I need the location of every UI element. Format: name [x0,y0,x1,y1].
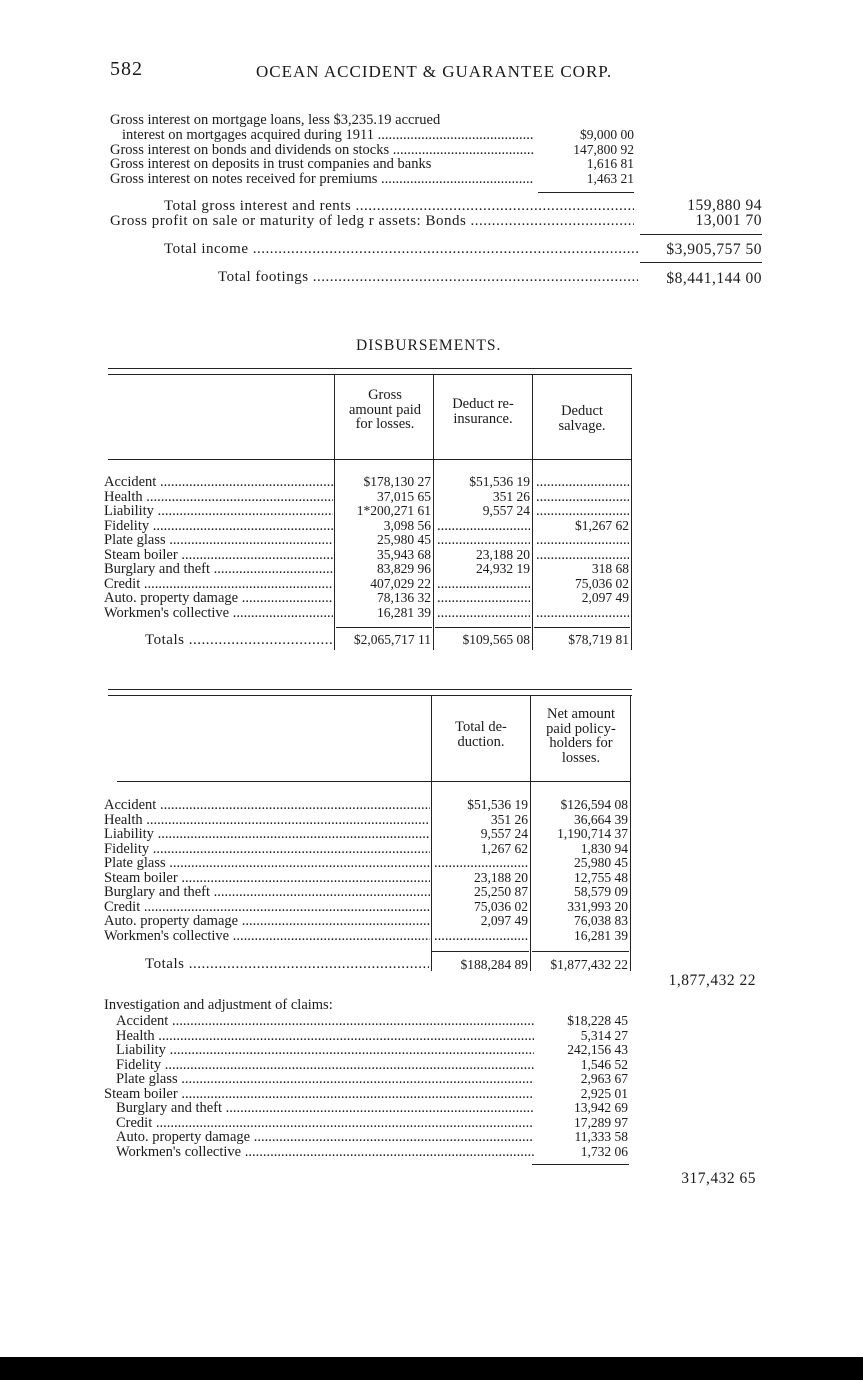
gross-profit-value: 13,001 70 [695,212,762,229]
table-row-label: Steam boiler ..... [104,871,430,886]
table1-top-rule-2 [108,374,632,375]
col-deduct-reinsurance: Deduct re-insurance. [452,396,514,427]
table-cell-salvage: $1,267 62 [575,517,629,533]
table-cell-net: 16,281 39 [574,927,628,943]
table-cell-gross: 3,098 56 [383,517,431,533]
total-footings-label: Total footings ..... [218,269,638,286]
income-label-mortgage-line2: interest on mortgages acquired during 1911 ..... [122,128,534,143]
table-cell-gross: 16,281 39 [377,604,431,620]
list-item-label: Health ..... [116,1029,534,1044]
table2-col-divider-2 [530,695,531,971]
list-item-value: 242,156 43 [567,1042,628,1057]
table-cell-reins: $51,536 19 [469,474,530,489]
table-cell-deduction [434,929,528,944]
list-item-value: $18,228 45 [567,1013,628,1028]
net-losses-carried-total: 1,877,432 22 [668,972,756,989]
table-cell-deduction: 2,097 49 [480,913,528,928]
list-item-label: Plate glass ..... [116,1072,534,1087]
table-row-label: Burglary and theft ..... [104,885,430,900]
list-item-label: Fidelity ..... [116,1058,534,1073]
list-item-value: 1,732 06 [580,1143,628,1159]
table-cell-deduction: 351 26 [490,811,528,827]
table-row-label: Auto. property damage ..... [104,914,430,929]
list-item-value: 17,289 97 [574,1114,628,1130]
table-cell-net: $126,594 08 [560,797,628,812]
table-row-label: Burglary and theft ..... [104,562,333,577]
list-item-label: Steam boiler ..... [104,1087,534,1102]
table-row-label: Workmen's collective ..... [104,606,333,621]
list-item-label: Accident ..... [116,1014,534,1029]
table-row-label: Auto. property damage ..... [104,591,333,606]
table-cell-reins [437,606,530,621]
table-row-label: Health ..... [104,813,430,828]
table1-top-rule [108,368,632,369]
income-label-deposits: Gross interest on deposits in trust companies and banks [110,156,432,172]
income-label-notes: Gross interest on notes received for premiums ..... [110,172,534,187]
table-row-label: Credit ..... [104,900,430,915]
table2-header-rule [117,781,630,782]
table-cell-gross: 1*200,271 61 [356,503,431,518]
income-value-deposits: 1,616 81 [586,156,634,171]
table1-totals-label: Totals ..... [145,632,333,649]
table1-total-reins: $109,565 08 [462,632,530,647]
table-cell-gross: 83,829 96 [377,561,431,576]
table-row-label: Steam boiler ..... [104,548,333,563]
table1-col-divider-2 [433,374,434,650]
table2-col-divider-1 [431,695,432,971]
table-cell-gross: 78,136 32 [377,590,431,605]
table-row-label: Liability ..... [104,827,430,842]
table-cell-deduction: 23,188 20 [474,869,528,885]
table-cell-gross: 37,015 65 [377,488,431,504]
table1-col-divider-4 [631,374,632,650]
list-item-label: Credit ..... [116,1116,534,1131]
table-row-label: Workmen's collective ..... [104,929,430,944]
table-row-label: Accident ..... [104,475,333,490]
col-net-amount: Net amount paid policy-holders for losses. [546,706,616,766]
col-deduct-salvage: Deduct salvage. [558,403,606,434]
table2-top-rule [108,689,632,690]
list-item-value: 5,314 27 [580,1027,628,1043]
table-row-label: Plate glass ..... [104,533,333,548]
table2-totals-rule-2 [532,951,629,952]
list-item-value: 13,942 69 [574,1100,628,1115]
table-row-label: Accident ..... [104,798,430,813]
list-item-label: Liability ..... [116,1043,534,1058]
table-cell-deduction: 75,036 02 [474,898,528,914]
col-gross-amount: Gross amount paid for losses. [348,387,422,432]
table-cell-net: 36,664 39 [574,811,628,827]
table-row-label: Plate glass ..... [104,856,430,871]
page-title: OCEAN ACCIDENT & GUARANTEE CORP. [256,62,613,81]
table2-total-deduction: $188,284 89 [460,957,528,972]
table-cell-net: 12,755 48 [574,869,628,885]
table-cell-deduction [434,856,528,871]
table-cell-gross: 35,943 68 [377,546,431,562]
table-cell-reins: 351 26 [492,488,530,504]
table-row-label: Fidelity ..... [104,519,333,534]
table1-totals-rule-3 [534,627,630,628]
table-cell-reins [437,519,530,534]
table1-totals-rule-1 [336,627,432,628]
table-cell-reins: 23,188 20 [476,546,530,562]
total-income-value: $3,905,757 50 [666,241,762,258]
col-total-deduction: Total de-duction. [455,719,507,750]
list-item-value: 11,333 58 [574,1129,628,1144]
list-item-value: 2,963 67 [580,1071,628,1086]
income-total-rule [640,234,762,235]
total-income-label: Total income ..... [164,241,638,258]
investigation-heading: Investigation and adjustment of claims: [104,997,333,1013]
table1-totals-rule-2 [435,627,531,628]
table2-totals-rule-1 [432,951,529,952]
income-label-mortgage-line1: Gross interest on mortgage loans, less $3,235.19 accrued [110,112,441,128]
investigation-total: 317,432 65 [681,1170,756,1187]
table-cell-deduction: 1,267 62 [480,840,528,856]
scan-edge-bar [0,1357,863,1380]
table-cell-salvage: 2,097 49 [581,590,629,605]
table-row-label: Credit ..... [104,577,333,592]
table-cell-reins: 24,932 19 [476,561,530,576]
footings-rule [640,262,762,263]
income-label-bonds: Gross interest on bonds and dividends on stocks ..... [110,143,534,158]
page-number: 582 [110,58,143,80]
table-row-label: Health ..... [104,490,333,505]
table-cell-salvage [536,548,629,563]
table-cell-reins [437,577,530,592]
gross-profit-label: Gross profit on sale or maturity of ledg r assets: Bonds ..... [110,213,634,230]
table-cell-net: 76,038 83 [574,913,628,928]
table-cell-salvage: 75,036 02 [575,575,629,591]
table-cell-salvage [536,606,629,621]
table-cell-gross: 407,029 22 [370,575,431,591]
table-cell-net: 1,830 94 [580,840,628,856]
list-item-label: Burglary and theft ..... [116,1101,534,1116]
table2-total-net: $1,877,432 22 [550,957,628,972]
list-item-label: Workmen's collective ..... [116,1145,534,1160]
income-value-bonds: 147,800 92 [573,142,634,157]
total-footings-value: $8,441,144 00 [666,270,762,287]
table2-top-rule-2 [108,695,632,696]
table1-total-salvage: $78,719 81 [568,632,629,647]
table-cell-salvage [536,475,629,490]
table-cell-salvage: 318 68 [591,561,629,576]
table-cell-deduction: $51,536 19 [467,797,528,812]
table1-col-divider-3 [532,374,533,650]
total-interest-value: 159,880 94 [687,197,762,214]
income-value-mortgage: $9,000 00 [580,127,634,142]
list-item-value: 1,546 52 [580,1056,628,1072]
table1-total-gross: $2,065,717 11 [353,632,431,647]
table-cell-net: 1,190,714 37 [557,826,628,841]
table-cell-net: 25,980 45 [574,855,628,870]
income-subtotal-rule [538,192,634,193]
table-cell-salvage [536,504,629,519]
table2-col-divider-3 [630,695,631,971]
table-cell-salvage [536,533,629,548]
total-interest-label: Total gross interest and rents ..... [164,198,634,215]
table-cell-deduction: 9,557 24 [480,826,528,841]
table-cell-reins [437,533,530,548]
disbursements-heading: DISBURSEMENTS. [356,337,502,354]
table2-totals-label: Totals ..... [145,956,429,973]
table-cell-gross: 25,980 45 [377,532,431,547]
table-cell-reins [437,591,530,606]
table-cell-salvage [536,490,629,505]
list-item-value: 2,925 01 [580,1085,628,1101]
income-value-notes: 1,463 21 [586,171,634,186]
table-row-label: Liability ..... [104,504,333,519]
table1-col-divider-1 [334,374,335,650]
table-cell-net: 58,579 09 [574,884,628,899]
investigation-rule [532,1164,629,1165]
table-row-label: Fidelity ..... [104,842,430,857]
list-item-label: Auto. property damage ..... [116,1130,534,1145]
table-cell-deduction: 25,250 87 [474,884,528,899]
table-cell-gross: $178,130 27 [363,474,431,489]
table-cell-net: 331,993 20 [567,898,628,914]
table1-header-rule [108,459,632,460]
table-cell-reins: 9,557 24 [482,503,530,518]
